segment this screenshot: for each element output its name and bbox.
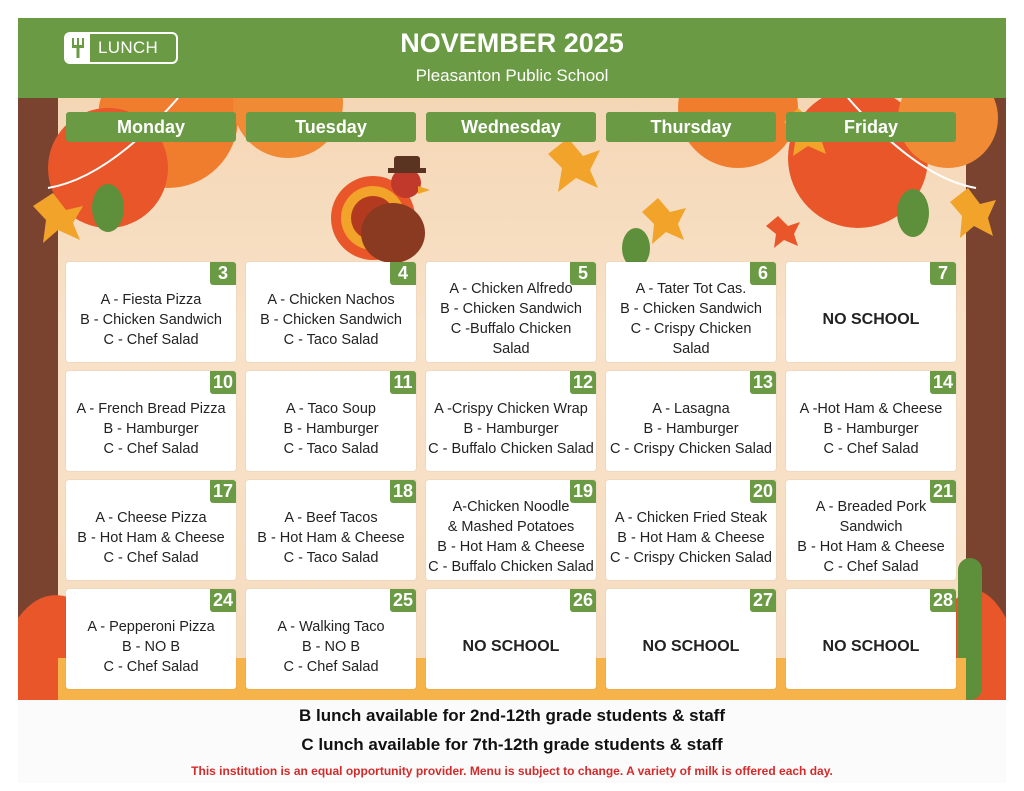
day-cell [66,371,236,471]
day-cell [246,480,416,580]
menu-items [246,393,416,465]
equal-opportunity-notice: This institution is an equal opportunity provider. Menu is subject to change. A variety of milk is offered each day. [191,764,833,778]
menu-line: A - Walking Taco [277,619,385,635]
day-cell [426,589,596,689]
menu-line: A - Breaded Pork [815,499,927,515]
menu-line: B - NO B [301,639,360,655]
day-header-wednesday: Wednesday [426,112,596,142]
menu-line: C - Chef Salad [103,659,199,675]
menu-items [786,611,956,683]
menu-line: A - Lasagna [652,401,730,417]
menu-items [426,496,596,578]
menu-calendar [18,18,1006,700]
menu-items [66,284,236,356]
menu-line: C - Crispy Chicken Salad [610,441,772,457]
menu-line: C - Taco Salad [283,332,379,348]
maple-leaf [642,198,686,244]
day-cell [426,371,596,471]
day-cell [606,589,776,689]
menu-line: B - Hamburger [643,421,739,437]
maple-leaf [766,216,800,248]
date-badge: 17 [210,480,236,503]
menu-line: B - Hot Ham & Cheese [617,530,765,546]
day-cell [606,480,776,580]
day-cell [66,589,236,689]
menu-items [426,393,596,465]
school-name: Pleasanton Public School [415,66,609,85]
menu-items [246,502,416,574]
no-school-label: NO SCHOOL [642,638,740,655]
menu-line: C - Crispy Chicken [630,321,752,337]
menu-line: Sandwich [839,519,903,535]
day-cell [426,262,596,362]
day-cell [66,480,236,580]
menu-line: A - Taco Soup [285,401,377,417]
green-leaf [92,184,124,232]
date-badge: 24 [210,589,236,612]
no-school-label: NO SCHOOL [822,638,920,655]
date-badge: 14 [930,371,956,394]
menu-line: C - Taco Salad [283,550,379,566]
menu-items [66,611,236,683]
date-badge: 13 [750,371,776,394]
menu-line: C - Buffalo Chicken Salad [428,559,594,575]
menu-line: C - Chef Salad [823,559,919,575]
date-badge: 28 [930,589,956,612]
date-badge: 3 [210,262,236,285]
menu-line: B - Hot Ham & Cheese [437,539,585,555]
day-header-tuesday: Tuesday [246,112,416,142]
date-badge: 20 [750,480,776,503]
menu-line: B - Hamburger [823,421,919,437]
menu-line: B - Hot Ham & Cheese [257,530,405,546]
menu-line: C - Buffalo Chicken Salad [428,441,594,457]
menu-items [786,393,956,465]
menu-line: B - Hamburger [283,421,379,437]
day-cell [426,480,596,580]
day-cell [606,262,776,362]
menu-line: A -Crispy Chicken Wrap [434,401,588,417]
menu-line: B - Chicken Sandwich [620,301,762,317]
menu-line: A - Cheese Pizza [95,510,207,526]
menu-line: A - Chicken Fried Steak [614,510,768,526]
day-header-friday: Friday [786,112,956,142]
day-cell [246,371,416,471]
menu-items [606,393,776,465]
menu-items [246,611,416,683]
turkey-illustration [331,156,430,263]
date-badge: 6 [750,262,776,285]
menu-items [606,502,776,574]
day-cell [786,480,956,580]
menu-items [66,502,236,574]
menu-items [426,611,596,683]
menu-line: C - Chef Salad [103,441,199,457]
no-school-label: NO SCHOOL [822,311,920,328]
menu-items [246,284,416,356]
date-badge: 25 [390,589,416,612]
menu-line: B - Hot Ham & Cheese [797,539,945,555]
day-header-monday: Monday [66,112,236,142]
menu-items [786,284,956,356]
menu-line: B - Chicken Sandwich [260,312,402,328]
menu-line: A - Chicken Nachos [267,292,395,308]
menu-line: C - Chef Salad [283,659,379,675]
date-badge: 10 [210,371,236,394]
page-title: NOVEMBER 2025 [400,28,624,58]
date-badge: 18 [390,480,416,503]
menu-line: C - Taco Salad [283,441,379,457]
day-header-thursday: Thursday [606,112,776,142]
date-badge: 26 [570,589,596,612]
date-badge: 4 [390,262,416,285]
menu-line: B - NO B [121,639,180,655]
menu-line: C - Crispy Chicken Salad [610,550,772,566]
green-leaf [897,189,929,237]
day-cell [246,589,416,689]
menu-line: C - Chef Salad [823,441,919,457]
menu-items [426,278,596,360]
menu-line: A-Chicken Noodle [452,499,570,515]
no-school-label: NO SCHOOL [462,638,560,655]
menu-line: C - Chef Salad [103,550,199,566]
day-cell [246,262,416,362]
menu-line: A -Hot Ham & Cheese [799,401,943,417]
b-lunch-note: B lunch available for 2nd-12th grade students & staff [298,706,726,725]
date-badge: 27 [750,589,776,612]
menu-line: A - French Bread Pizza [76,401,226,417]
menu-line: B - Hamburger [463,421,559,437]
day-cell [66,262,236,362]
date-badge: 12 [570,371,596,394]
menu-line: B - Hamburger [103,421,199,437]
date-badge: 11 [390,371,416,394]
footer [18,700,1006,783]
menu-line: C -Buffalo Chicken [450,321,572,337]
header-bar [18,18,1006,98]
menu-items [66,393,236,465]
day-cell [786,589,956,689]
menu-line: & Mashed Potatoes [447,519,575,535]
logo-label: LUNCH [98,38,159,57]
menu-line: C - Chef Salad [103,332,199,348]
menu-line: Salad [492,341,530,357]
date-badge: 19 [570,480,596,503]
date-badge: 5 [570,262,596,285]
day-cell [786,262,956,362]
date-badge: 21 [930,480,956,503]
menu-line: B - Hot Ham & Cheese [77,530,225,546]
menu-items [606,611,776,683]
menu-line: A - Pepperoni Pizza [87,619,215,635]
c-lunch-note: C lunch available for 7th-12th grade students & staff [301,735,723,754]
menu-line: B - Chicken Sandwich [440,301,582,317]
menu-items [786,496,956,578]
menu-line: Salad [672,341,710,357]
day-cell [786,371,956,471]
menu-line: A - Chicken Alfredo [449,281,573,297]
maple-leaf [548,138,600,192]
menu-line: A - Beef Tacos [284,510,378,526]
menu-line: B - Chicken Sandwich [80,312,222,328]
date-badge: 7 [930,262,956,285]
menu-items [606,278,776,360]
menu-line: A - Fiesta Pizza [100,292,202,308]
day-cell [606,371,776,471]
menu-line: A - Tater Tot Cas. [635,281,747,297]
